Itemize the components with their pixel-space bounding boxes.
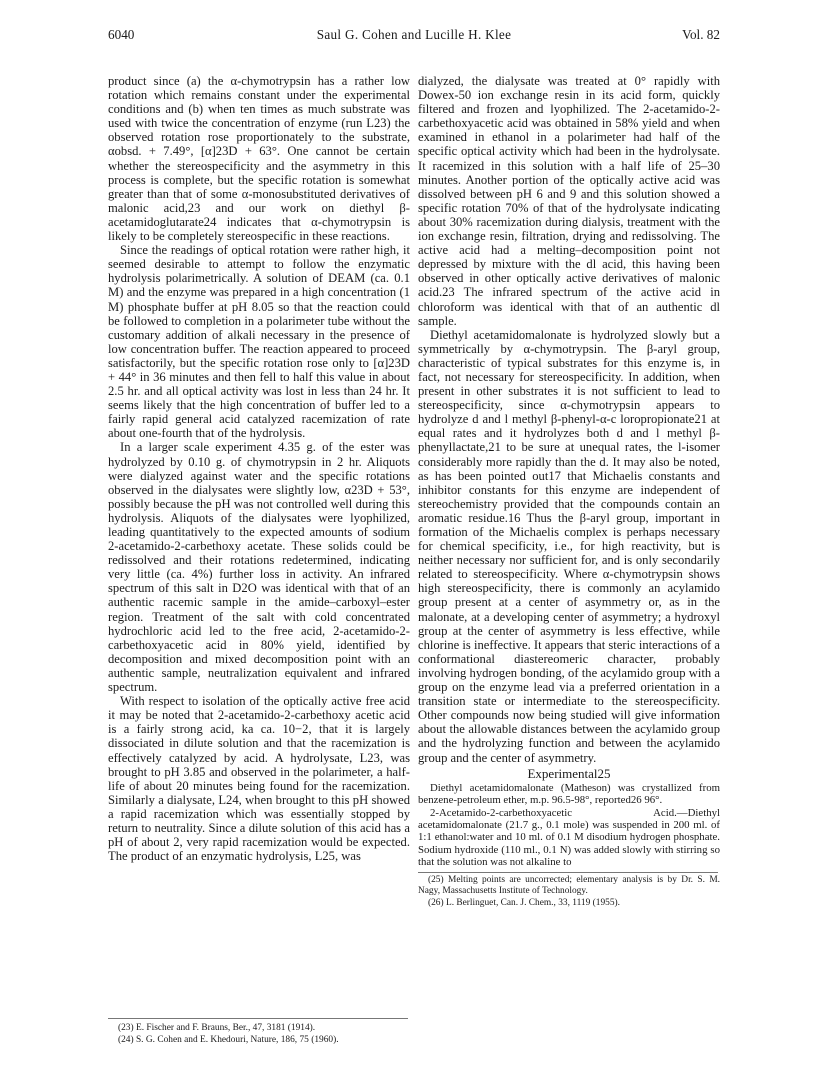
footnotes-right <box>418 875 720 910</box>
page-number: 6040 <box>108 27 135 42</box>
paragraph: With respect to isolation of the optically active free acid it may be noted that 2-acetamido-2-carbethoxy acetic acid is a fairly strong acid, ka ca. 10−2, that it is largely dissociated in dilute solution and that the racemization is effectively catalyzed by acid. A hydrolysate, L23, was brought to pH 3.85 and observed in the polarimeter, a half-life of about 20 minutes being found for the racemization. Similarly a dialysate, L24, when brought to this pH showed a rapid racemization which was essentially stopped by return to neutrality. Since a dilute solution of this acid has a pH of about 2, very rapid racemization would be expected. The product of an enzymatic hydrolysis, L25, was <box>108 694 410 864</box>
paragraph: product since (a) the α-chymotrypsin has a rather low rotation which remains constant under the experimental conditions and (b) when ten times as much substrate was used with twice the concentration of enzyme (run L23) the observed rotation rose proportionately to the substrate, αobsd. + 7.49°, [α]23D + 63°. One cannot be certain whether the stereospecificity and the asymmetry in this process is complete, but the specific rotation is somewhat greater than that of some α-monosubstituted derivatives of malonic acid,23 and our work on diethyl β-acetamidoglutarate24 indicates that α-chymotrypsin is likely to be completely stereospecific in these reactions. <box>108 74 410 244</box>
experimental-paragraph: Diethyl acetamidomalonate (Matheson) was crystallized from benzene-petroleum ether, m.p. 96.5-98°, reported26 96°. <box>418 781 720 807</box>
running-header <box>108 27 720 45</box>
footnote: (25) Melting points are uncorrected; elementary analysis is by Dr. S. M. Nagy, Massachusetts Institute of Technology. <box>418 874 720 897</box>
footnotes-left <box>108 1022 410 1046</box>
left-column <box>108 74 410 863</box>
paragraph: Diethyl acetamidomalonate is hydrolyzed slowly but a symmetrically by α-chymotrypsin. The β-aryl group, characteristic of typical substrates for this enzyme is, in fact, not necessary for stereospecificity. In addition, when present in other substrates it is not sufficient to lead to stereospecificity, since α-chymotrypsin appears to hydrolyze d and l methyl β-phenyl-α-c loropropionate21 at equal rates and it hydrolyzes both d and l methyl β-phenyllactate,21 to be sure at unequal rates, the l-isomer considerably more rapidly than the d. It may also be noted, as has been pointed out17 that Michaelis constants and inhibitor constants for this enzyme are independent of stereochemistry provided that the compounds contain an aromatic residue.16 Thus the β-aryl group, important in formation of the Michaelis complex is perhaps necessary for chemical specificity, i.e., for high reactivity, but is neither necessary nor sufficient for, and is only secondarily related to stereospecificity. Where α-chymotrypsin shows high stereospecificity, there is commonly an acylamido group present at a center of asymmetry or, as in the malonate, at a developing center of asymmetry; a hydroxyl group at the center of asymmetry is less effective, while chlorine is ineffective. It appears that steric interactions of a conformational diastereomeric character, probably involving hydrogen bonding, of the acylamido group with a group on the enzyme lead via a preferred orientation in a transition state or intermediate to the stereospecificity. Other compounds now being studied will give information about the allowable distances between the acylamido group and the hydrolyzing function and between the acylamido group and the center of asymmetry. <box>418 327 720 765</box>
right-column <box>418 74 720 909</box>
running-title: Saul G. Cohen and Lucille H. Klee <box>316 27 512 42</box>
section-heading: Experimental25 <box>527 765 611 781</box>
footnote-divider <box>418 872 718 873</box>
paragraph: Since the readings of optical rotation were rather high, it seemed desirable to attempt to follow the enzymatic hydrolysis polarimetrically. A solution of DEAM (ca. 0.1 M) and the enzyme was prepared in a high concentration (1 M) phosphate buffer at pH 8.05 so that the reaction could be followed to completion in a polarimeter tube without the customary addition of alkali necessary in the presence of low concentration buffer. The reaction appeared to proceed satisfactorily, but the specific rotation rose only to [α]23D + 44° in 36 minutes and then fell to half this value in about 2.5 hr. and all optical activity was lost in less than 24 hr. It seems likely that the high concentration of buffer led to a fairly rapid general acid catalyzed racemization of rate about one-fourth that of the hydrolysis. <box>108 243 410 441</box>
volume-label: Vol. 82 <box>682 27 720 42</box>
footnote: (24) S. G. Cohen and E. Khedouri, Nature, 186, 75 (1960). <box>118 1035 339 1045</box>
footnote: (23) E. Fischer and F. Brauns, Ber., 47, 3181 (1914). <box>118 1023 316 1033</box>
footnote: (26) L. Berlinguet, Can. J. Chem., 33, 1119 (1955). <box>428 897 620 908</box>
experimental-paragraph: 2-Acetamido-2-carbethoxyacetic Acid.—Diethyl acetamidomalonate (21.7 g., 0.1 mole) was suspended in 200 ml. of 1:1 ethanol:water and 10 ml. of 0.1 M disodium hydrogen phosphate. Sodium hydroxide (110 ml., 0.1 N) was added slowly with stirring so that the solution was not alkaline to <box>418 806 720 869</box>
paragraph: dialyzed, the dialysate was treated at 0° rapidly with Dowex-50 ion exchange resin in its acid form, quickly filtered and frozen and lyophilized. The 2-acetamido-2-carbethoxyacetic acid was obtained in 58% yield and when examined in ethanol in a polarimeter had half of the specific optical activity which had been in the hydrolysate. It racemized in this solution with a half life of 25–30 minutes. Another portion of the optically active acid was dissolved between pH 6 and 9 and this solution showed a specific rotation 70% of that of the hydrolysate indicating about 30% racemization during dialysis, treatment with the ion exchange resin, filtration, drying and redissolving. The active acid had a melting–decomposition point not depressed by mixture with the dl acid, this having been observed in other optically active derivatives of malonic acid.23 The infrared spectrum of the active acid in chloroform was identical with that of an authentic dl sample. <box>418 74 720 328</box>
paragraph: In a larger scale experiment 4.35 g. of the ester was hydrolyzed by 0.10 g. of chymotrypsin in 2 hr. Aliquots were dialyzed against water and the specific rotations observed in the dialysates were slightly low, α23D + 53°, possibly because the pH was not controlled well during this hydrolysis. Aliquots of the dialysates were lyophilized, leading quantitatively to the expected amounts of sodium 2-acetamido-2-carbethoxy acetate. These solids could be redissolved and their rotations redetermined, indicating very little (ca. 4%) further loss in activity. An infrared spectrum of this salt in D2O was identical with that of an authentic racemic sample in the amide–carboxyl–ester region. Treatment of the salt with cold concentrated hydrochloric acid led to the free acid, 2-acetamido-2-carbethoxyacetic acid in 80% yield, identified by decomposition and mixed decomposition point with an authentic sample, neutralization equivalent and infrared spectrum. <box>108 440 410 695</box>
footnote-divider <box>108 1018 408 1019</box>
